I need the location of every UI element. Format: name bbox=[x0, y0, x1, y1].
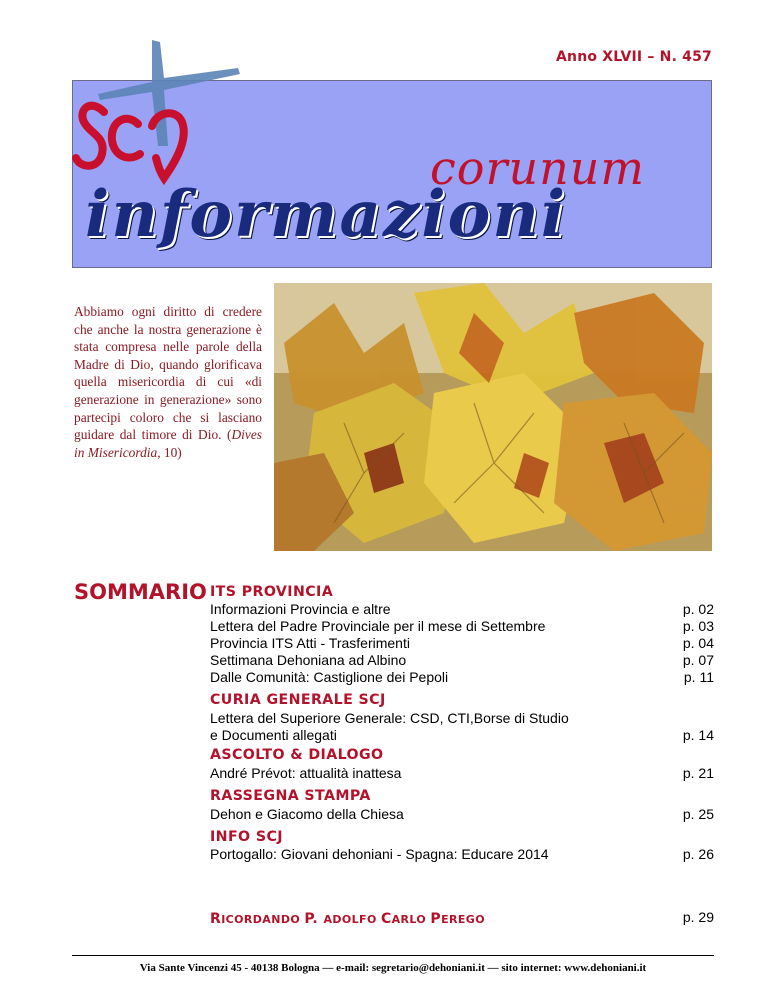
toc-entry-label: André Prévot: attualità inattesa bbox=[210, 765, 402, 781]
toc-entry-label: Dehon e Giacomo della Chiesa bbox=[210, 806, 404, 822]
toc-entry[interactable] bbox=[210, 846, 714, 863]
toc-entry-page: p. 02 bbox=[682, 601, 714, 617]
masthead-subtitle: corunum bbox=[430, 141, 645, 195]
toc-entry[interactable] bbox=[210, 669, 714, 686]
toc-entry-page: p. 03 bbox=[682, 618, 714, 634]
section-info-scj: INFO SCJ bbox=[210, 829, 283, 845]
toc-entry-page: p. 21 bbox=[682, 765, 714, 781]
toc-entry-label: Provincia ITS Atti - Trasferimenti bbox=[210, 635, 410, 651]
section-curia-generale: CURIA GENERALE SCJ bbox=[210, 692, 386, 708]
autumn-leaves-photo bbox=[274, 283, 712, 551]
toc-entry-page: p. 25 bbox=[682, 806, 714, 822]
toc-entry-page: p. 04 bbox=[682, 635, 714, 651]
footer-address: Via Sante Vincenzi 45 - 40138 Bologna — e-mail: segretario@dehoniani.it — sito internet: www.dehoniani.it bbox=[139, 962, 647, 974]
toc-entry-label: Informazioni Provincia e altre bbox=[210, 601, 391, 617]
quote-text: Abbiamo ogni diritto di credere che anche la nostra generazione è stata compresa nelle parole della Madre di Dio, quando glorificava quella misericordia di cui «di generazione in generazione» sono partecipi coloro che si lasciano guidare dal timore di Dio. ( bbox=[74, 304, 262, 443]
toc-entry-label: Dalle Comunità: Castiglione dei Pepoli bbox=[210, 669, 449, 685]
toc-entry[interactable] bbox=[210, 618, 714, 635]
toc-entry-page: p. 14 bbox=[682, 727, 714, 743]
section-ascolto-dialogo: ASCOLTO & DIALOGO bbox=[210, 747, 384, 763]
toc-entry-label: Portogallo: Giovani dehoniani - Spagna: Educare 2014 bbox=[210, 846, 549, 862]
quote-source: Dives in Misericordia bbox=[74, 427, 262, 460]
masthead-title: informazioni bbox=[85, 177, 568, 252]
toc-entry[interactable] bbox=[210, 601, 714, 618]
toc-entry[interactable] bbox=[210, 806, 714, 823]
toc-entry[interactable] bbox=[210, 765, 714, 782]
toc-entry-page: p. 07 bbox=[682, 652, 714, 668]
toc-entry-label: Lettera del Padre Provinciale per il mese di Settembre bbox=[210, 618, 546, 634]
toc-entry-page: p. 11 bbox=[683, 669, 714, 685]
toc-entry-label-cont: e Documenti allegati bbox=[210, 727, 337, 743]
toc-entry-page: p. 26 bbox=[682, 846, 714, 862]
toc-entry-label: Lettera del Superiore Generale: CSD, CTI,Borse di Studio bbox=[210, 710, 569, 726]
issue-number: Anno XLVII – N. 457 bbox=[556, 49, 712, 65]
toc-entry[interactable] bbox=[210, 710, 714, 744]
toc-entry-page: p. 29 bbox=[682, 909, 714, 925]
section-its-provincia: ITS PROVINCIA bbox=[210, 584, 334, 600]
quote-ref: , 10) bbox=[157, 444, 182, 460]
footer-divider bbox=[72, 955, 714, 956]
epigraph-quote bbox=[74, 303, 262, 461]
scj-logo bbox=[60, 38, 250, 198]
toc-entry[interactable] bbox=[210, 635, 714, 652]
toc-entry-label: Settimana Dehoniana ad Albino bbox=[210, 652, 407, 668]
summary-heading: SOMMARIO bbox=[74, 580, 207, 604]
section-rassegna-stampa: RASSEGNA STAMPA bbox=[210, 788, 371, 804]
memorial-entry-title[interactable]: RICORDANDO P. ADOLFO CARLO PEREGO bbox=[210, 911, 485, 927]
toc-entry[interactable] bbox=[210, 652, 714, 669]
